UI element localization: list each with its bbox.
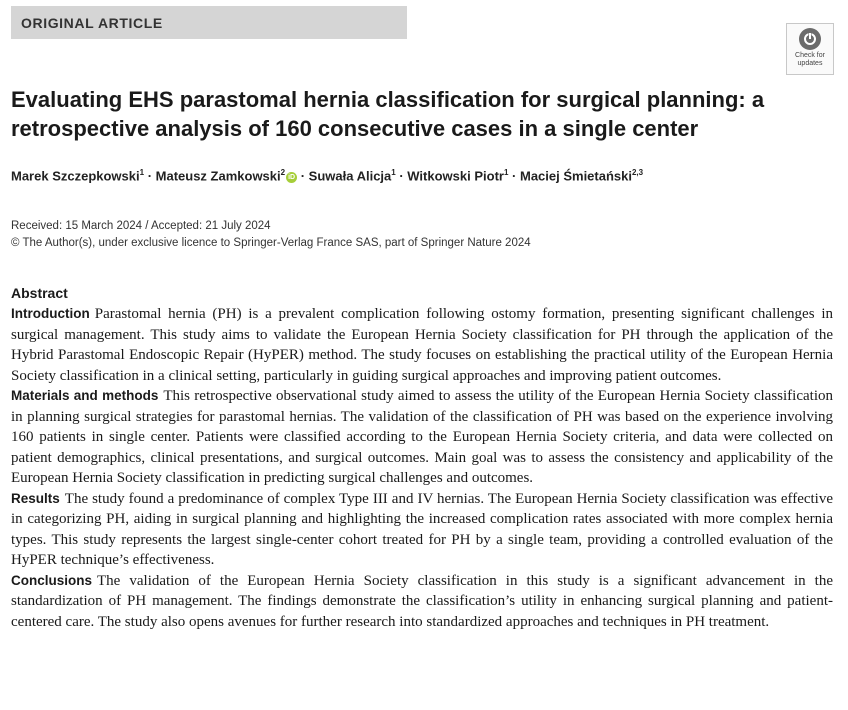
author-separator: ·: [395, 168, 408, 184]
author-affiliation: 1: [503, 168, 509, 177]
author-name[interactable]: Witkowski Piotr: [407, 168, 504, 184]
orcid-icon[interactable]: iD: [288, 174, 296, 182]
author-separator: ·: [144, 168, 156, 184]
check-updates-line2: updates: [797, 60, 823, 67]
author-separator: ·: [297, 168, 309, 184]
author-separator: ·: [508, 168, 520, 184]
author-list: [11, 168, 643, 183]
author-name[interactable]: Mateusz Zamkowski: [155, 168, 281, 184]
section-text: This retrospective observational study aimed to assess the utility of the European Hernia Society classification in planning surgical strategies for parastomal hernias. The validation of the classification of PH was based on the experience involving 160 patients in single center. Patients were classified according to the European Hernia Society criteria, and data were collected on patient demographics, clinical presentations, and surgical outcomes. Main goal was to assess the consistency and applicability of the European Hernia Society classification in predicting surgical challenges and outcomes.: [11, 388, 833, 486]
author-affiliation: 1: [139, 168, 145, 177]
abstract-heading: Abstract: [11, 285, 68, 301]
abstract-methods: [11, 386, 833, 489]
section-text: Parastomal hernia (PH) is a prevalent complication following ostomy formation, presenting significant challenges in surgical management. This study aims to validate the European Hernia Society classification for PH through the application of the Hybrid Parastomal Endoscopic Repair (HyPER) method. The study focuses on establishing the practical utility of the European Hernia Society classification in a clinical setting, particularly in guiding surgical approaches and improving patient outcomes.: [11, 306, 833, 384]
check-updates-label: [795, 52, 825, 68]
author-name[interactable]: Maciej Śmietański: [519, 168, 632, 184]
section-heading: Conclusions: [11, 572, 93, 588]
section-text: The study found a predominance of complex Type III and IV hernias. The European Hernia Society classification was effective in categorizing PH, aiding in surgical planning and highlighting the increased complication rates associated with more complex hernia types. This study represents the largest single-center cohort treated for PH by a single team, providing a controlled evaluation of the HyPER technique’s effectiveness.: [11, 490, 833, 568]
author-name[interactable]: Marek Szczepkowski: [11, 168, 140, 184]
check-for-updates-badge[interactable]: [786, 23, 834, 75]
abstract-results: [11, 489, 833, 571]
author-affiliation: 2: [280, 168, 286, 177]
received-accepted-dates: Received: 15 March 2024 / Accepted: 21 July 2024: [11, 220, 271, 232]
article-title: Evaluating EHS parastomal hernia classification for surgical planning: a retrospective analysis of 160 consecutive cases in a single center: [11, 87, 765, 141]
copyright-notice: © The Author(s), under exclusive licence to Springer-Verlag France SAS, part of Springer Nature 2024: [11, 237, 531, 249]
section-label: ORIGINAL ARTICLE: [21, 15, 163, 31]
check-updates-line1: Check for: [795, 52, 825, 59]
author-name[interactable]: Suwała Alicja: [308, 168, 392, 184]
section-text: The validation of the European Hernia Society classification in this study is a significant advancement in the standardization of PH management. The findings demonstrate the classification’s utility in enhancing surgical planning and patient-centered care. The study also opens avenues for further research into standardized approaches and techniques in PH treatment.: [11, 572, 833, 630]
check-updates-icon: [799, 28, 821, 50]
section-heading: Introduction: [11, 306, 90, 321]
abstract-body: [11, 304, 833, 632]
article-meta: [11, 218, 531, 252]
section-heading: Results: [11, 490, 60, 506]
section-band: [11, 6, 407, 39]
abstract-conclusions: [11, 571, 833, 633]
author-affiliation: 1: [391, 168, 396, 177]
abstract-introduction: [11, 304, 833, 386]
author-affiliation: 2,3: [631, 168, 644, 177]
section-heading: Materials and methods: [11, 388, 159, 403]
